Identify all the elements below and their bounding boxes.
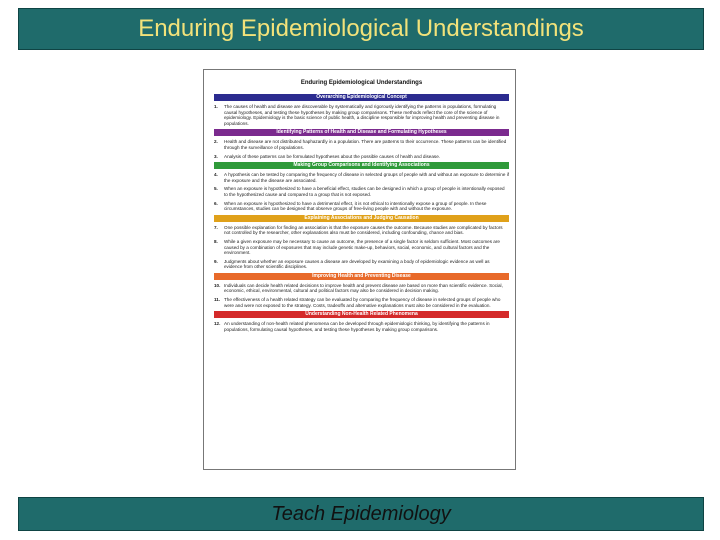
item-number: 11. [214,297,221,303]
list-item [214,283,509,294]
section-heading: Improving Health and Preventing Disease [214,273,509,280]
item-text: While a given exposure may be necessary to cause an outcome, the presence of a single factor is seldom sufficient. Most outcomes are caused by a combination of exposures that may include genetic make-up, behaviors, social, economic, and cultural factors and the environment. [224,238,500,256]
item-number: 1. [214,104,218,109]
item-text: The effectiveness of a health related strategy can be evaluated by comparing the frequency of disease in selected groups of people who were and were not exposed to the strategy. Costs, tradeoffs and alternative explanations must also be considered in the evaluation. [224,297,501,308]
item-text: When an exposure is hypothesized to have a detrimental effect, it is not ethical to intentionally expose a group of people. In these circumstances, studies can be designed that observe groups of free-living people with and without the exposure. [224,200,487,212]
list-item [214,239,509,256]
list-item [214,201,509,212]
section-heading: Overarching Epidemiological Concept [214,94,509,101]
item-text: One possible explanation for finding an association is that the exposure causes the outcome. Because studies are complicated by factors not controlled by the researcher, other explanations also must be considered, including confounding, chance and bias. [224,224,503,236]
list-item [214,259,509,270]
item-text: Health and disease are not distributed haphazardly in a population. There are patterns to their occurrence. These patterns can be identified through the surveillance of populations. [224,139,507,150]
item-number: 3. [214,153,218,159]
list-item [214,172,509,183]
item-text: The causes of health and disease are discoverable by systematically and rigorously identifying the patterns in populations, formulating causal hypotheses, and testing these hypotheses by making group comparisons. These methods reflect the core of the science of epidemiology. Epidemiology is the basic science of public health, a discipline responsible for improving health and preventing disease in populations. [224,104,500,126]
document-title: Enduring Epidemiological Understandings [300,80,423,86]
section-heading: Identifying Patterns of Health and Disease and Formulating Hypotheses [214,129,509,136]
item-number: 6. [214,200,218,206]
item-text: Analysis of these patterns can be formulated hypotheses about the possible causes of health and disease. [224,153,441,159]
item-text: When an exposure is hypothesized to have a beneficial effect, studies can be designed in which a group of people is intentionally exposed to the hypothesized cause and compared to a group that is not exposed. [224,186,505,197]
item-number: 12. [214,321,221,327]
list-item [214,321,509,332]
item-number: 5. [214,186,218,192]
document-image [203,69,516,470]
section-heading: Making Group Comparisons and Identifying Associations [214,162,509,169]
list-item [214,154,509,160]
slide-title-bar [18,8,704,50]
item-number: 9. [214,258,218,264]
document-sections [214,94,509,332]
item-number: 2. [214,139,218,145]
item-text: Judgments about whether an exposure causes a disease are developed by examining a body of epidemiologic evidence as well as evidence from other scientific disciplines. [224,258,490,270]
list-item [214,104,509,126]
item-text: An understanding of non-health related phenomena can be developed through epidemiologic thinking, by identifying the patterns in populations, formulating causal hypotheses, and testing these hypotheses by making group comparisons. [224,321,490,332]
list-item [214,297,509,308]
section-heading: Understanding Non-Health Related Phenomena [214,311,509,318]
slide-footer: Teach Epidemiology [271,502,451,525]
item-number: 8. [214,238,218,244]
section-heading: Explaining Associations and Judging Causation [214,215,509,222]
list-item [214,225,509,236]
list-item [214,186,509,197]
item-number: 7. [214,224,218,230]
slide-footer-bar [18,497,704,531]
item-text: A hypothesis can be tested by comparing the frequency of disease in selected groups of people with and without an exposure to determine if the exposure and the disease are associated. [224,172,509,183]
item-number: 4. [214,172,218,178]
list-item [214,139,509,150]
slide-title: Enduring Epidemiological Understandings [138,15,584,42]
item-number: 10. [214,282,221,288]
item-text: Individuals can decide health related decisions to improve health and prevent disease are based on more than scientific evidence. Social, economic, ethical, environmental, cultural and political factors may also be considered in decision making. [224,282,503,294]
